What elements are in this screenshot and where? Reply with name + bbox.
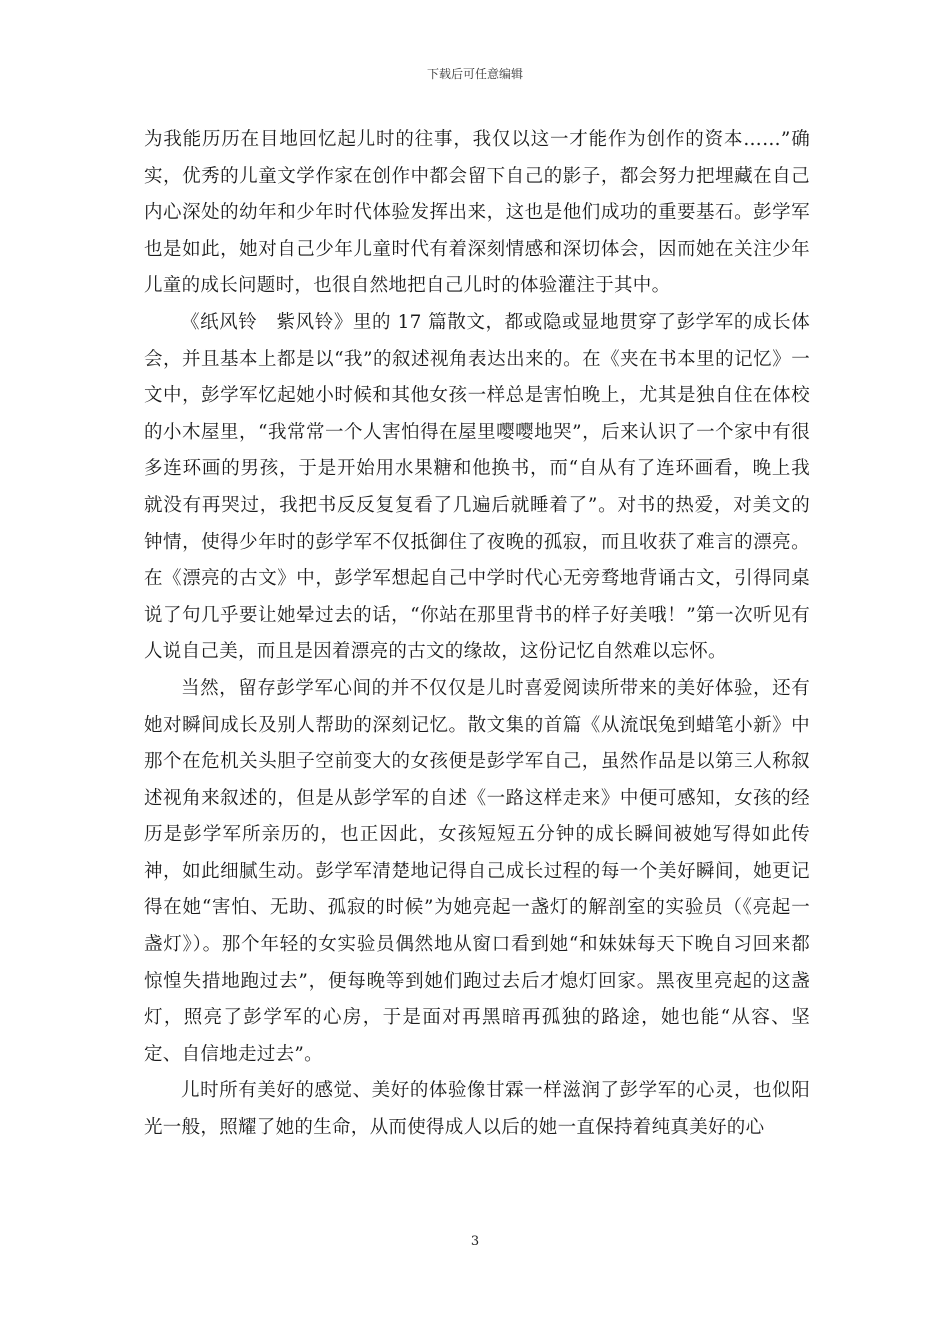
document-body	[144, 122, 810, 1147]
paragraph-continuation: 为我能历历在目地回忆起儿时的往事，我仅以这一才能作为创作的资本……”确实，优秀的儿童文学作家在创作中都会留下自己的影子，都会努力把埋藏在自己内心深处的幼年和少年时代体验发挥出来，这也是他们成功的重要基石。彭学军也是如此，她对自己少年儿童时代有着深刻情感和深切体会，因而她在关注少年儿童的成长问题时，也很自然地把自己儿时的体验灌注于其中。	[144, 129, 810, 297]
page-header: 下载后可任意编辑	[426, 67, 523, 81]
page-number: 3	[470, 1234, 480, 1249]
paragraph-growth-memory: 当然，留存彭学军心间的并不仅仅是儿时喜爱阅读所带来的美好体验，还有她对瞬间成长及别人帮助的深刻记忆。散文集的首篇《从流氓兔到蜡笔小新》中那个在危机关头胆子空前变大的女孩便是彭学军自己，虽然作品是以第三人称叙述视角来叙述的，但是从彭学军的自述《一路这样走来》中便可感知，女孩的经历是彭学军所亲历的，也正因此，女孩短短五分钟的成长瞬间被她写得如此传神，如此细腻生动。彭学军清楚地记得自己成长过程的每一个美好瞬间，她更记得在她“害怕、无助、孤寂的时候”为她亮起一盏灯的解剖室的实验员（《亮起一盏灯》）。那个年轻的女实验员偶然地从窗口看到她“和妹妹每天下晚自习回来都惊惶失措地跑过去”，便每晚等到她们跑过去后才熄灯回家。黑夜里亮起的这盏灯，照亮了彭学军的心房，于是面对再黑暗再孤独的路途，她也能“从容、坚定、自信地走过去”。	[144, 677, 810, 1065]
paragraph-childhood-feelings: 儿时所有美好的感觉、美好的体验像甘霖一样滋润了彭学军的心灵，也似阳光一般，照耀了她的生命，从而使得成人以后的她一直保持着纯真美好的心	[144, 1080, 810, 1139]
paragraph-essay-collection: 《纸风铃 紫风铃》里的 17 篇散文，都或隐或显地贯穿了彭学军的成长体会，并且基本上都是以“我”的叙述视角表达出来的。在《夹在书本里的记忆》一文中，彭学军忆起她小时候和其他女孩一样总是害怕晚上，尤其是独自住在体校的小木屋里，“我常常一个人害怕得在屋里嘤嘤地哭”，后来认识了一个家中有很多连环画的男孩，于是开始用水果糖和他换书，而“自从有了连环画看，晚上我就没有再哭过，我把书反反复复看了几遍后就睡着了”。对书的热爱，对美文的钟情，使得少年时的彭学军不仅抵御住了夜晚的孤寂，而且收获了难言的漂亮。在《漂亮的古文》中，彭学军想起自己中学时代心无旁骛地背诵古文，引得同桌说了句几乎要让她晕过去的话，“你站在那里背书的样子好美哦！”第一次听见有人说自己美，而且是因着漂亮的古文的缘故，这份记忆自然难以忘怀。	[144, 311, 810, 663]
